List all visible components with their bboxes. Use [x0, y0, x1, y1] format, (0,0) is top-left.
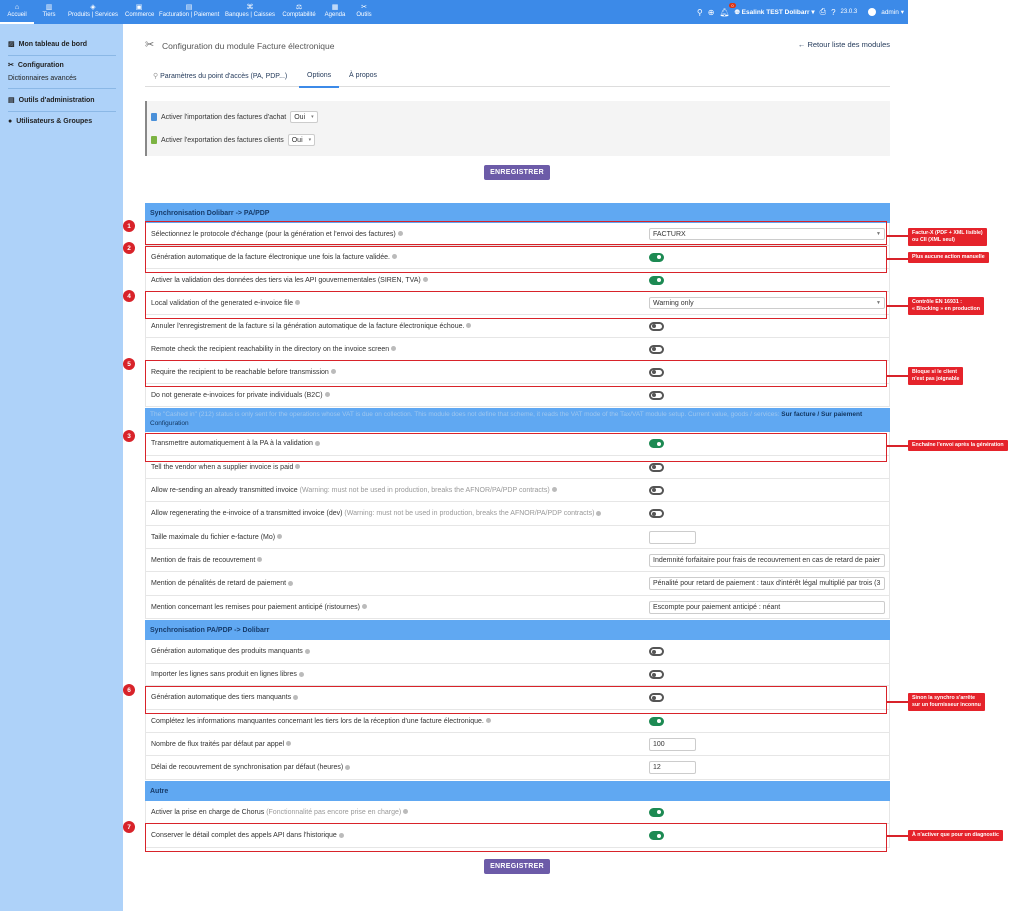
chevron-down-icon: ▾ [308, 137, 312, 143]
row-label [151, 671, 304, 678]
cancel-on-fail-toggle[interactable] [649, 322, 664, 331]
cube-icon: ◈ [90, 4, 96, 11]
allow-resend-toggle[interactable] [649, 486, 664, 495]
sidebar-item-label: Outils d'administration [18, 96, 95, 104]
sidebar-item-dictionaries[interactable]: Dictionnaires avancés [8, 75, 77, 82]
menu-facturation[interactable] [156, 0, 222, 24]
label-text: Annuler l'enregistrement de la facture si la génération automatique de la facture électronique échoue. [151, 322, 465, 330]
tell-vendor-toggle[interactable] [649, 463, 664, 472]
label-text: Do not generate e-invoices for private individuals (B2C) [151, 391, 323, 399]
save-button-bottom[interactable]: ENREGISTRER [484, 859, 550, 874]
info-icon[interactable] [288, 581, 293, 586]
help-icon[interactable]: ? [831, 7, 836, 17]
info-icon[interactable] [466, 323, 471, 328]
warning-text: (Warning: must not be used in production, breaks the AFNOR/PA/PDP contracts) [299, 486, 550, 494]
label-text: Local validation of the generated e-invoice file [151, 299, 294, 307]
label-text: Transmettre automatiquement à la PA à la validation [151, 440, 313, 447]
info-icon[interactable] [305, 649, 310, 654]
company-name: Esalink TEST Dolibarr [741, 8, 810, 16]
label-text: Importer les lignes sans produit en lignes libres [151, 671, 297, 678]
label-text: Activer la validation des données des tiers via les API gouvernementales (SIREN, TVA) [151, 276, 421, 284]
auto-products-toggle[interactable] [649, 647, 664, 656]
table-row [145, 756, 890, 780]
menu-label: Banques | Caisses [225, 12, 275, 18]
row-label [151, 510, 601, 517]
section-header-sync-out: Synchronisation Dolibarr -> PA/PDP [145, 203, 890, 223]
sidebar [0, 24, 123, 911]
flows-per-call-input[interactable]: 100 [649, 738, 696, 751]
info-icon[interactable] [299, 672, 304, 677]
chorus-toggle[interactable] [649, 808, 664, 817]
divider [8, 88, 116, 89]
sidebar-item-admin-tools[interactable] [8, 96, 95, 104]
table-row [145, 572, 890, 596]
annotation-box-4 [145, 291, 887, 319]
info-icon[interactable] [486, 718, 491, 723]
annotation-connector [887, 835, 908, 837]
calendar-icon: ▦ [331, 4, 339, 11]
chevron-down-icon: ▼ [876, 231, 881, 237]
row-label [151, 323, 471, 330]
tools-icon: ✂ [145, 39, 155, 51]
annotation-connector [887, 445, 908, 447]
label-text: Conserver le détail complet des appels API dans l'historique [151, 832, 337, 839]
row-label [151, 277, 428, 284]
export-label: Activer l'exportation des factures clients [161, 136, 284, 144]
remote-check-toggle[interactable] [649, 345, 664, 354]
info-icon[interactable] [257, 557, 262, 562]
import-value: Oui [294, 113, 306, 121]
server-icon: ▤ [8, 97, 15, 104]
menu-produits[interactable] [64, 0, 122, 24]
annotation-connector [887, 375, 908, 377]
menu-label: Commerce [125, 12, 155, 18]
money-icon: ▤ [185, 4, 193, 11]
label-text: Allow re-sending an already transmitted invoice [151, 486, 298, 494]
label-text: Génération automatique des tiers manquants [151, 694, 292, 701]
recovery-fee-input[interactable]: Indemnité forfaitaire pour frais de recouvrement en cas de retard de paier [649, 554, 885, 567]
menu-label: Tiers [42, 12, 56, 18]
divider [8, 111, 116, 112]
annotation-box-6 [145, 686, 887, 714]
user-menu[interactable]: admin ▾ [881, 9, 904, 16]
label-text: Sélectionnez le protocole d'échange (pour la génération et l'envoi des factures) [151, 230, 396, 238]
annotation-box-1 [145, 221, 887, 245]
export-value: Oui [291, 136, 303, 144]
sidebar-item-users[interactable] [8, 118, 92, 125]
save-button[interactable]: ENREGISTRER [484, 165, 550, 180]
table-row [145, 549, 890, 572]
file-import-icon [151, 113, 157, 121]
row-label [151, 392, 330, 399]
menu-label: Accueil [7, 12, 27, 18]
label-text: Génération automatique de la facture électronique une fois la facture validée. [151, 253, 390, 261]
info-icon[interactable] [286, 741, 291, 746]
menu-label: Facturation | Paiement [159, 12, 220, 18]
top-bar [0, 0, 908, 24]
import-free-lines-toggle[interactable] [649, 670, 664, 679]
home-icon: ⌂ [14, 4, 20, 11]
sidebar-item-label: Utilisateurs & Groupes [16, 118, 93, 125]
import-export-panel [145, 101, 890, 156]
info-icon[interactable] [552, 487, 557, 492]
menu-agenda[interactable] [320, 0, 350, 24]
table-row [145, 664, 890, 686]
menu-banques[interactable] [222, 0, 278, 24]
annotation-connector [887, 701, 908, 703]
annotation-number-6: 6 [123, 684, 135, 696]
menu-label: Outils [356, 12, 372, 18]
label-text: Mention concernant les remises pour paiement anticipé (ristournes) [151, 603, 360, 611]
annotation-callout-5: Bloque si le client n'est pas joignable [908, 367, 963, 385]
row-label [151, 580, 293, 587]
annotation-box-3 [145, 433, 887, 462]
export-row [151, 134, 315, 146]
menu-label: Comptabilité [282, 12, 316, 18]
bank-icon: ⌘ [246, 4, 254, 11]
annotation-number-1: 1 [123, 220, 135, 232]
export-select[interactable] [288, 134, 315, 146]
row-label [151, 648, 310, 655]
tab-options[interactable]: Options [299, 67, 339, 88]
back-link-label: Retour liste des modules [807, 40, 890, 49]
chevron-down-icon: ▼ [876, 300, 881, 306]
user-name: admin [881, 9, 899, 16]
annotation-callout-2: Plus aucune action manuelle [908, 252, 989, 263]
user-icon: ● [8, 118, 13, 125]
row-label [151, 557, 262, 564]
printer-icon[interactable]: ⎙ [819, 7, 827, 16]
top-right-toolbar [697, 0, 904, 24]
late-penalty-input[interactable]: Pénalité pour retard de paiement : taux d'intérêt légal multiplié par trois (3 [649, 577, 885, 590]
version-label: 23.0.3 [840, 9, 858, 15]
early-discount-input[interactable]: Escompte pour paiement anticipé : néant [649, 601, 885, 614]
label-text: Activer la prise en charge de Chorus [151, 808, 265, 816]
back-link[interactable] [798, 40, 890, 49]
bell-icon[interactable]: 🔔︎ 0 [719, 2, 734, 17]
annotation-callout-6: Sinon la synchro s'arrête sur un fournisseur inconnu [908, 693, 985, 711]
tab-about[interactable]: À propos [349, 72, 378, 79]
annotation-number-4: 4 [123, 290, 135, 302]
avatar[interactable] [868, 8, 876, 16]
row-label [151, 809, 408, 816]
key-icon: ⚲ [153, 73, 159, 80]
row-label [151, 741, 291, 748]
note-text: The "Cashed in" (212) status is only sent for the operations whose VAT is due on collection. This module does not define that scheme, it reads the VAT mode of the Tax/VAT module setup. Current value, goods / services: [150, 411, 780, 418]
note-config-link[interactable]: Configuration [150, 419, 189, 427]
tab-access-point[interactable] [153, 72, 287, 80]
annotation-callout-4: Contrôle EN 16931 : « Blocking » en production [908, 297, 984, 315]
select-value: FACTURX [653, 230, 686, 238]
sidebar-item-configuration[interactable] [8, 61, 64, 69]
row-label [151, 464, 300, 471]
label-text: Tell the vendor when a supplier invoice is paid [151, 463, 294, 471]
menu-commerce[interactable] [122, 0, 156, 24]
tools-icon: ✂ [8, 62, 14, 69]
annotation-number-7: 7 [123, 821, 135, 833]
complete-info-toggle[interactable] [649, 717, 664, 726]
plus-circle-icon[interactable]: ⊕ [707, 7, 715, 17]
label-text: Génération automatique des produits manquants [151, 648, 303, 655]
label-text: Mention de frais de recouvrement [151, 556, 256, 564]
annotation-connector [887, 305, 908, 307]
menu-comptabilite[interactable] [278, 0, 320, 24]
annotation-callout-3: Enchaîne l'envoi après la génération [908, 440, 1008, 451]
search-icon[interactable]: ⚲ [696, 7, 703, 17]
scale-icon: ⚖ [295, 4, 303, 11]
info-icon[interactable] [295, 464, 300, 469]
table-row [145, 502, 890, 526]
validate-thirdparty-toggle[interactable] [649, 276, 664, 285]
annotation-callout-1: Factur-X (PDF + XML lisible) ou CII (XML seul) [908, 228, 987, 246]
building-icon: ▥ [45, 4, 53, 11]
sidebar-item-label: Configuration [17, 61, 64, 69]
page-title: Configuration du module Facture électronique [162, 41, 335, 51]
note-vat-mode: Sur facture / Sur paiement [781, 411, 863, 418]
arrow-left-icon: ← [797, 40, 806, 49]
label-text: Require the recipient to be reachable before transmission [151, 368, 329, 376]
annotation-box-2 [145, 246, 887, 273]
annotation-number-2: 2 [123, 242, 135, 254]
info-icon[interactable] [345, 765, 350, 770]
suitcase-icon: ▣ [135, 4, 143, 11]
chart-icon: ▨ [8, 41, 15, 48]
label-text: Mention de pénalités de retard de paiement [151, 580, 287, 587]
label-text: Allow regenerating the e-invoice of a transmitted invoice (dev) [151, 510, 343, 517]
annotation-number-3: 3 [123, 430, 135, 442]
notification-badge: 0 [731, 2, 734, 8]
tab-bar [145, 67, 890, 87]
table-row [145, 733, 890, 756]
table-row [145, 640, 890, 664]
annotation-connector [887, 258, 908, 260]
file-export-icon [151, 136, 157, 144]
section-header-sync-in: Synchronisation PA/PDP -> Dolibarr [145, 620, 890, 640]
table-row [145, 338, 890, 361]
allow-regen-toggle[interactable] [649, 509, 664, 518]
info-icon[interactable] [403, 809, 408, 814]
menu-label: Produits | Services [68, 12, 118, 18]
info-icon[interactable] [277, 534, 282, 539]
row-label [151, 487, 557, 494]
import-select[interactable] [290, 111, 317, 123]
annotation-callout-7: À n'activer que pour un diagnostic [908, 830, 1003, 841]
no-b2c-toggle[interactable] [649, 391, 664, 400]
section-header-other: Autre [145, 781, 890, 801]
company-selector[interactable]: 🌐︎ Esalink TEST Dolibarr ▾ [734, 8, 815, 16]
table-row [145, 526, 890, 549]
table-row [145, 479, 890, 502]
sync-delay-input[interactable]: 12 [649, 761, 696, 774]
label-text: Taille maximale du fichier e-facture (Mo) [151, 533, 276, 541]
sidebar-item-dashboard[interactable] [8, 40, 87, 48]
info-icon[interactable] [362, 604, 367, 609]
table-row [145, 596, 890, 619]
label-text: Complétez les informations manquantes concernant les tiers lors de la réception d'une facture électronique. [151, 717, 484, 725]
row-label [151, 764, 350, 771]
menu-outils[interactable] [350, 0, 378, 24]
info-icon[interactable] [596, 511, 601, 516]
label-text: Nombre de flux traités par défaut par appel [151, 740, 285, 748]
annotation-number-5: 5 [123, 358, 135, 370]
sidebar-item-label: Mon tableau de bord [18, 40, 88, 48]
menu-label: Agenda [324, 12, 346, 18]
select-value: Warning only [653, 299, 694, 307]
top-menu [0, 0, 378, 24]
info-icon[interactable] [391, 346, 396, 351]
row-label [151, 346, 396, 353]
table-row [145, 801, 890, 824]
row-label [151, 718, 491, 725]
warning-text: (Fonctionnalité pas encore prise en charge) [266, 808, 402, 816]
warning-text: (Warning: must not be used in production, breaks the AFNOR/PA/PDP contracts) [344, 510, 595, 517]
vat-note [145, 408, 890, 432]
label-text: Remote check the recipient reachability in the directory on the invoice screen [151, 345, 390, 353]
max-size-input[interactable] [649, 531, 696, 544]
annotation-connector [887, 235, 908, 237]
import-row [151, 111, 318, 123]
import-label: Activer l'importation des factures d'achat [161, 113, 287, 121]
annotation-box-5 [145, 360, 887, 387]
chevron-down-icon: ▾ [311, 114, 314, 120]
tools-icon: ✂ [361, 4, 367, 11]
row-label [151, 534, 282, 541]
label-text: Délai de recouvrement de synchronisation par défaut (heures) [151, 764, 344, 771]
menu-tiers[interactable] [34, 0, 64, 24]
info-icon[interactable] [325, 392, 330, 397]
menu-accueil[interactable] [0, 0, 34, 24]
table-row [145, 384, 890, 407]
annotation-box-7 [145, 823, 887, 852]
info-icon[interactable] [423, 277, 428, 282]
divider [8, 55, 116, 56]
row-label [151, 604, 367, 611]
tab-label: Paramètres du point d'accès (PA, PDP...) [160, 73, 288, 80]
